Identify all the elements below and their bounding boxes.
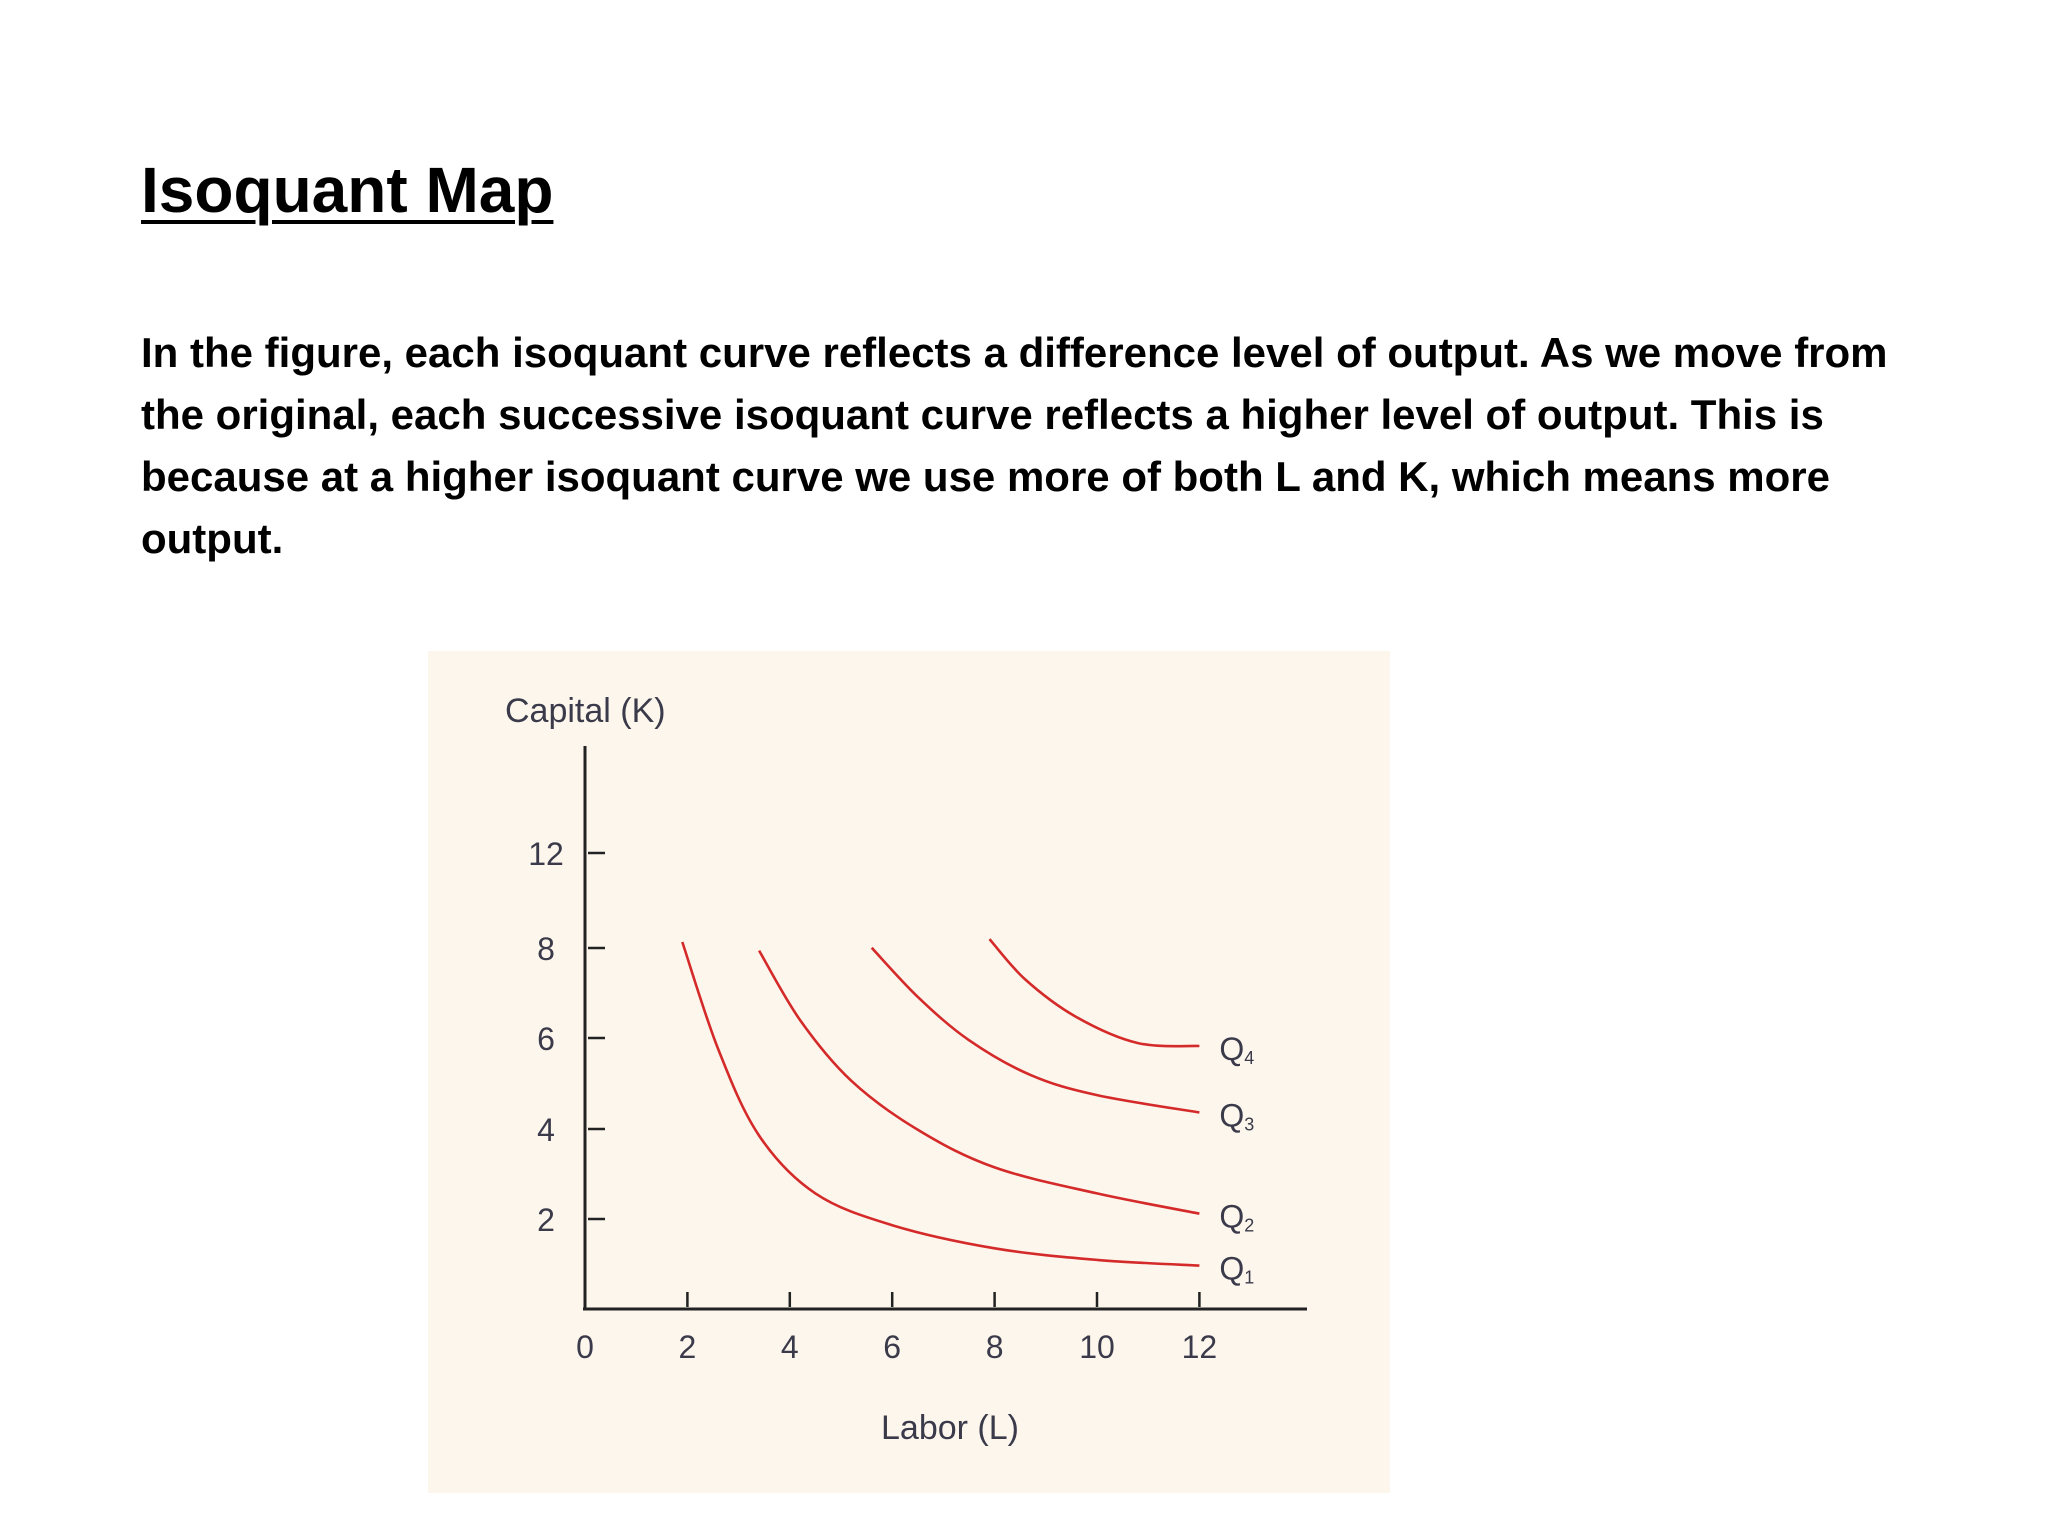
isoquant-curve-q1 (682, 942, 1199, 1266)
x-axis-label: Labor (L) (881, 1409, 1019, 1447)
isoquant-label-q1: Q1 (1219, 1250, 1255, 1288)
y-axis-label: Capital (K) (505, 692, 666, 730)
slide-title: Isoquant Map (141, 154, 554, 226)
x-tick-label: 8 (985, 1329, 1004, 1365)
isoquant-chart (428, 651, 1390, 1493)
x-tick-label: 12 (1181, 1329, 1218, 1365)
isoquant-curve-q4 (990, 939, 1200, 1046)
x-tick-label: 10 (1079, 1329, 1115, 1365)
x-tick-label: 0 (576, 1329, 594, 1365)
slide-body-text: In the figure, each isoquant curve reflects a difference level of output. As we move from the original, each successive isoquant curve reflects a higher level of output. This is because at a higher isoquant curve we use more of both L and K, which means more output. (141, 329, 1888, 562)
isoquant-label-q4: Q4 (1219, 1031, 1255, 1069)
chart-canvas (428, 651, 1390, 1493)
isoquant-label-q3: Q3 (1219, 1097, 1255, 1135)
x-tick-label: 6 (883, 1329, 902, 1365)
y-tick-label: 6 (537, 1021, 555, 1057)
isoquant-label-q2: Q2 (1219, 1198, 1255, 1236)
x-tick-label: 4 (780, 1329, 799, 1365)
x-tick-label: 2 (678, 1329, 697, 1365)
y-tick-label: 2 (537, 1202, 555, 1238)
y-tick-label: 12 (528, 836, 564, 872)
isoquant-curve-q2 (759, 951, 1199, 1214)
y-tick-label: 4 (537, 1112, 555, 1148)
y-tick-label: 8 (537, 931, 555, 967)
isoquant-curve-q3 (872, 948, 1200, 1113)
